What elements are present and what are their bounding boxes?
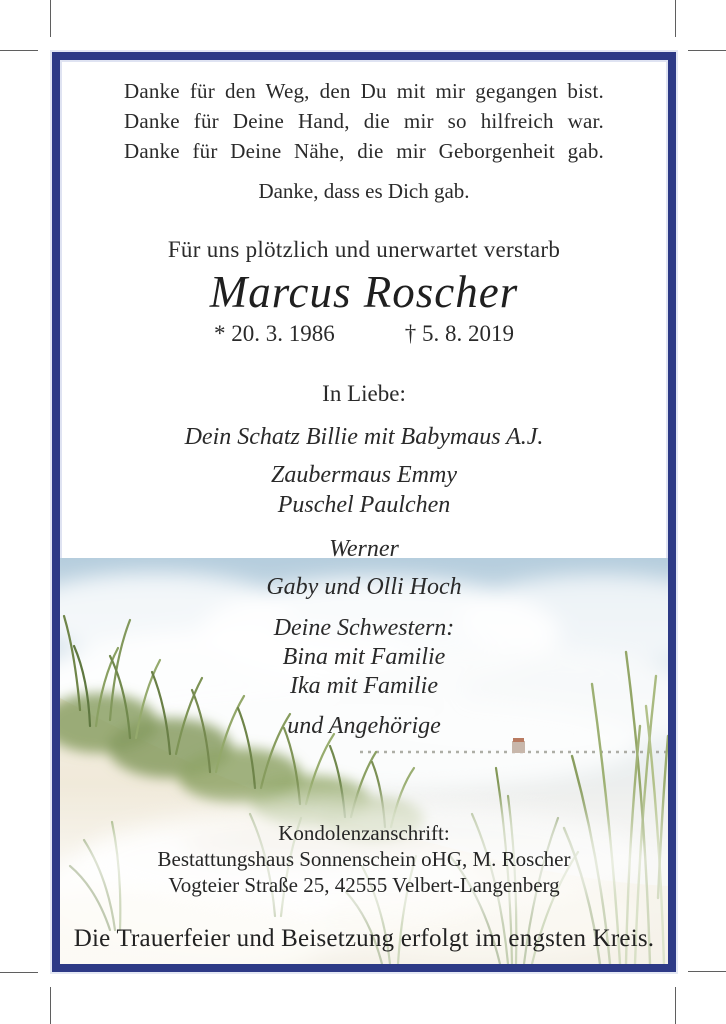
mourners-list [60,422,668,741]
crop-mark-bottom-right-vertical [675,987,676,1024]
thanks-verse-line: Danke für Deine Nähe, die mir Geborgenheit gab. [124,139,604,163]
deceased-name: Marcus Roscher [209,267,519,317]
thanks-verse-line: Danke für Deine Hand, die mir so hilfreich war. [124,109,604,133]
life-dates [60,320,668,348]
condolence-label: Kondolenzanschrift: [278,821,450,845]
mourner-line: Zaubermaus Emmy [271,462,457,488]
mourner-group [60,534,668,564]
crop-mark-bottom-left-vertical [50,987,51,1024]
crop-mark-bottom-right-horizontal [688,971,726,972]
crop-mark-top-right-horizontal [688,50,726,51]
death-announcement-line: Für uns plötzlich und unerwartet verstarb [167,237,561,262]
mourner-line: Dein Schatz Billie mit Babymaus A.J. [184,424,544,450]
memorial-card [52,52,676,972]
mourner-line: Deine Schwestern: [273,615,455,641]
crop-mark-top-left-vertical [50,0,51,37]
condolence-funeral-home: Bestattungshaus Sonnenschein oHG, M. Roscher [157,847,571,871]
thanks-closing-line: Danke, dass es Dich gab. [258,179,470,203]
in-love-label: In Liebe: [322,381,406,406]
thanks-verse [60,60,668,166]
condolence-street-city: Vogteier Straße 25, 42555 Velbert-Langenberg [168,873,560,897]
crop-mark-top-right-vertical [675,0,676,37]
condolence-address-block [60,820,668,898]
card-content [60,60,668,964]
mourner-group [60,422,668,452]
mourner-line: Bina mit Familie [282,644,446,670]
private-ceremony-note: Die Trauerfeier und Beisetzung erfolgt im engsten Kreis. [73,925,655,952]
mourner-group [60,614,668,701]
card-inner [60,60,668,964]
mourner-line: Gaby und Olli Hoch [266,574,462,600]
mourner-line: und Angehörige [287,713,441,739]
birth-date: * 20. 3. 1986 [214,321,335,346]
mourner-group [60,711,668,741]
death-date: † 5. 8. 2019 [404,321,514,346]
mourner-line: Puschel Paulchen [277,492,451,518]
mourner-line: Ika mit Familie [290,673,438,699]
crop-mark-top-left-horizontal [0,50,38,51]
mourner-group [60,460,668,520]
crop-mark-bottom-left-horizontal [0,972,38,973]
mourner-group [60,572,668,602]
mourner-line: Werner [329,536,399,562]
thanks-verse-line: Danke für den Weg, den Du mit mir gegangen bist. [124,79,604,103]
